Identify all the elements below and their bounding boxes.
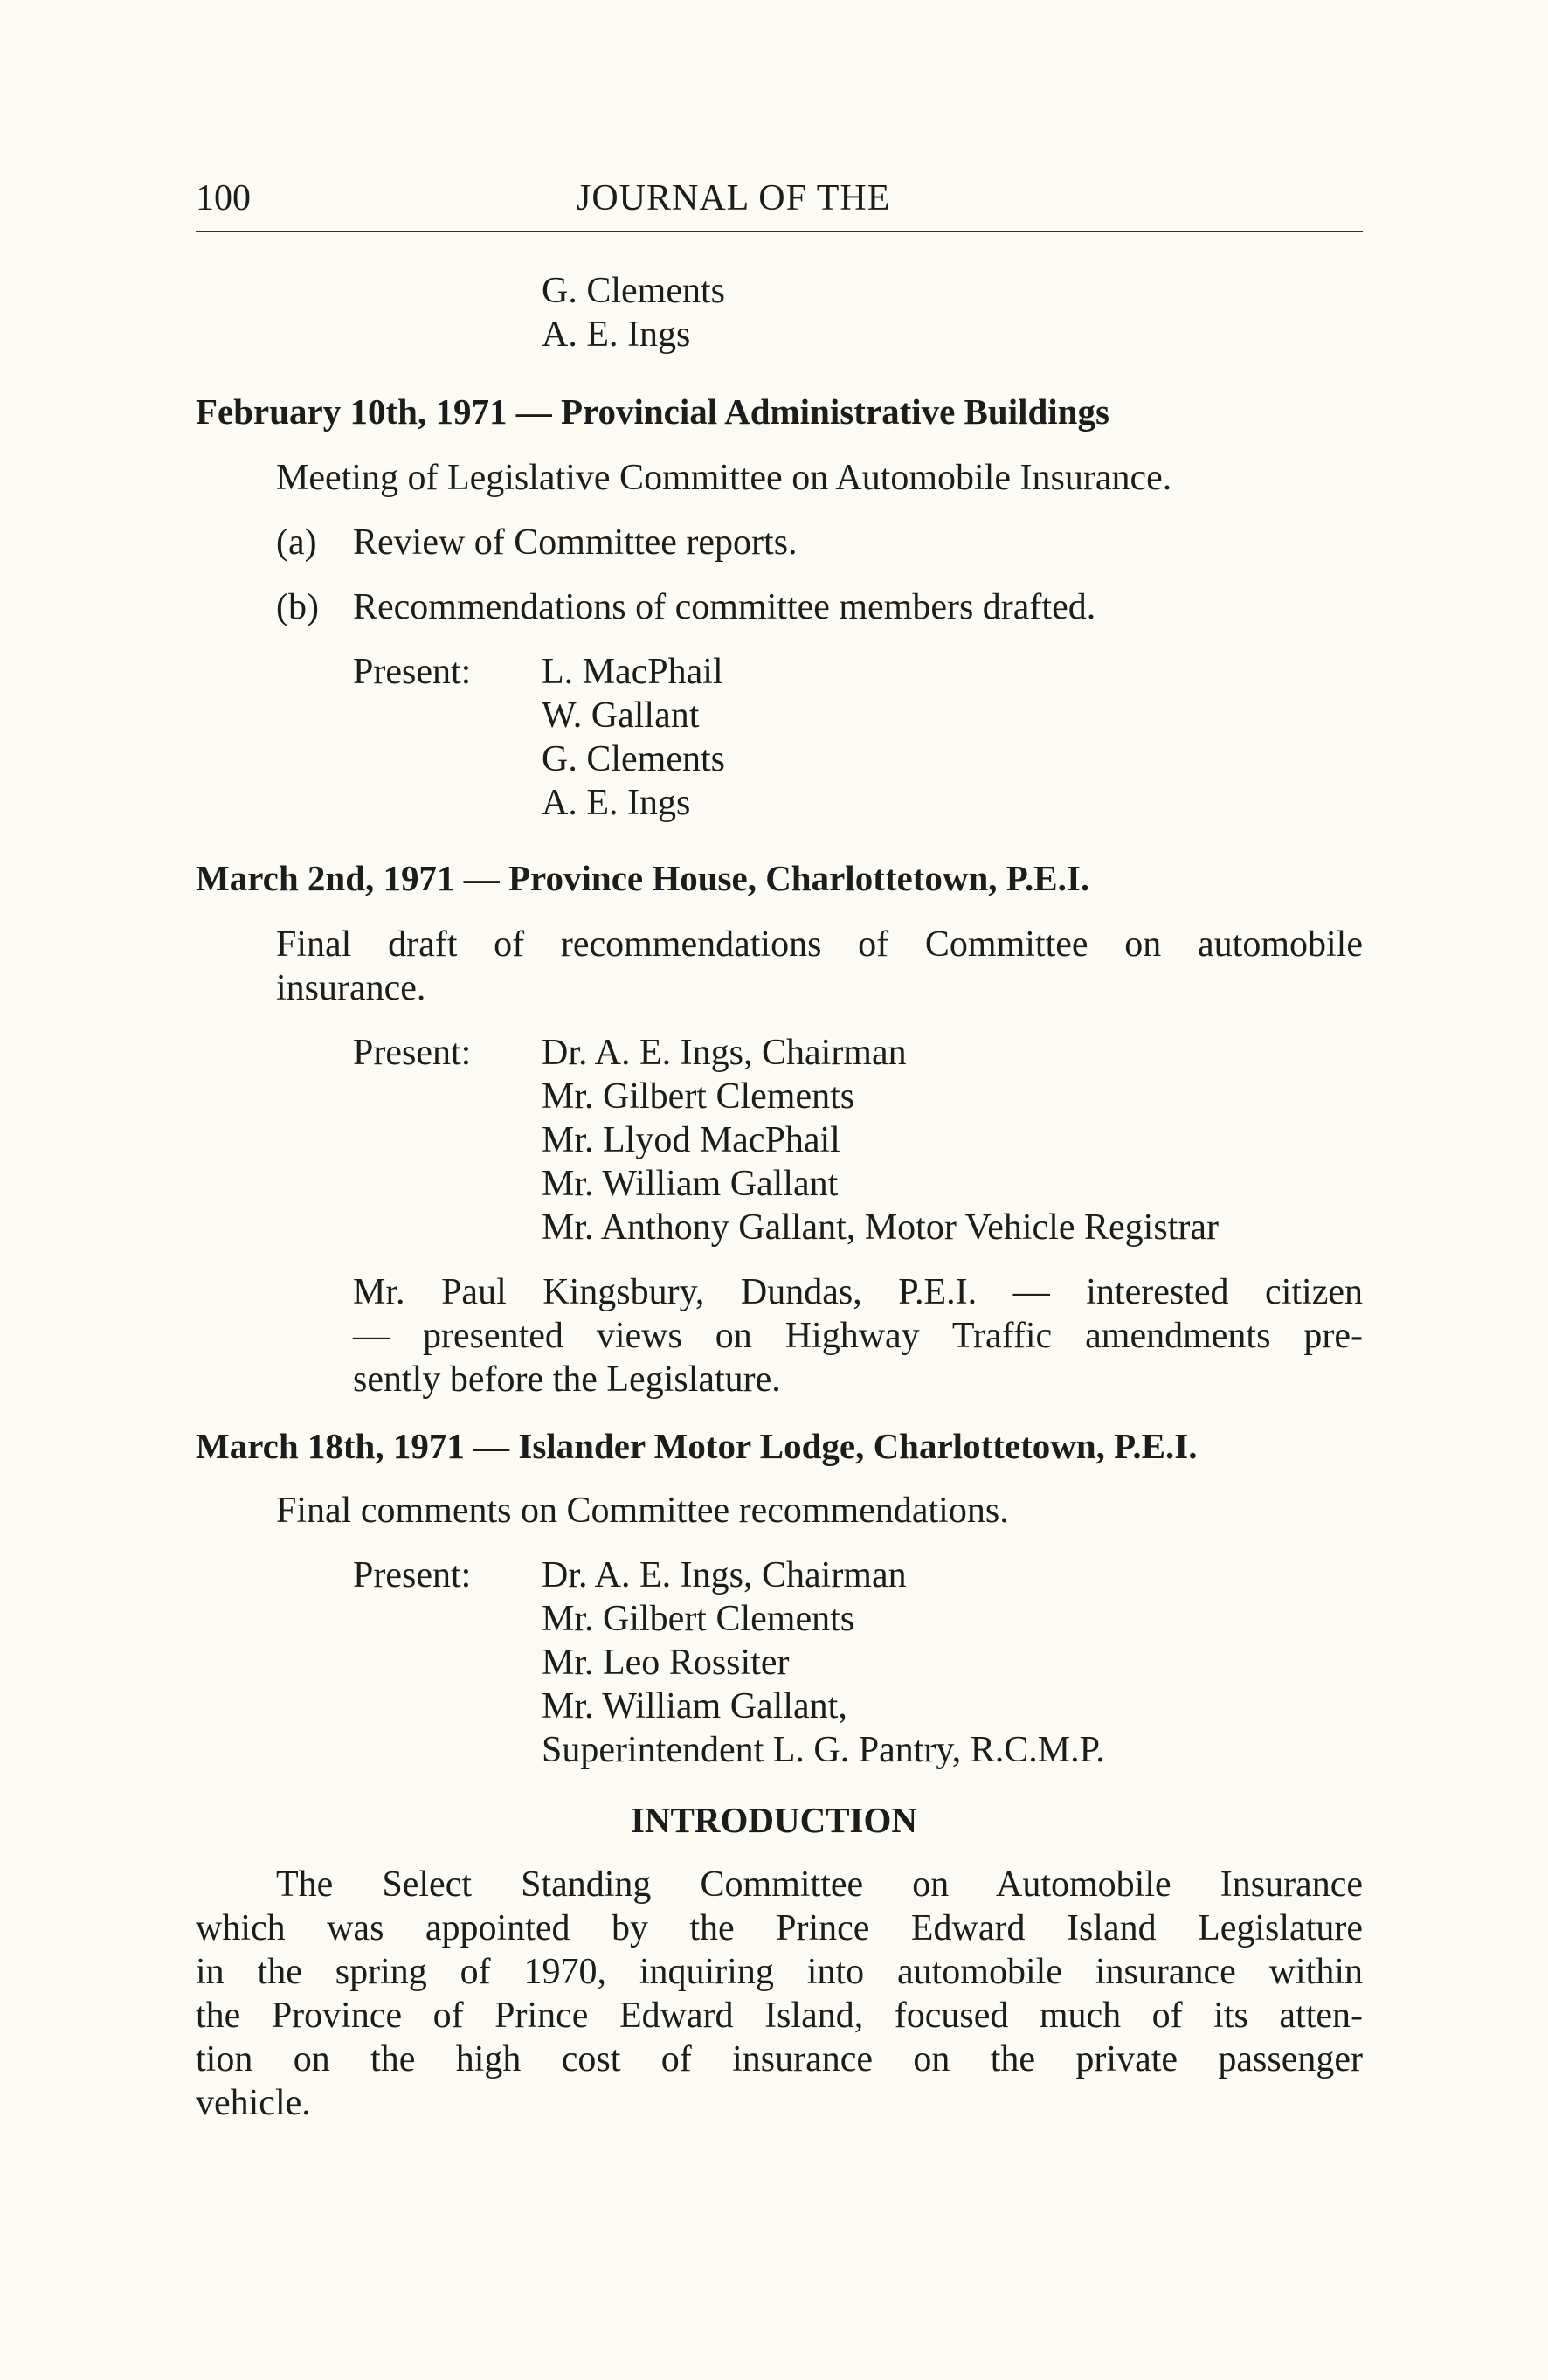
item-label-b: (b) <box>276 587 319 627</box>
attendee: Dr. A. E. Ings, Chairman <box>542 1033 907 1073</box>
paragraph-line: in the spring of 1970, inquiring into automobile insurance within <box>196 1952 1363 1992</box>
attendee: Dr. A. E. Ings, Chairman <box>542 1555 907 1595</box>
item-label-a: (a) <box>276 522 317 563</box>
item-text-a: Review of Committee reports. <box>353 522 798 563</box>
present-list <box>542 1031 1219 1249</box>
present-list <box>542 1553 1105 1772</box>
running-title: JOURNAL OF THE <box>577 178 891 218</box>
note-line: Mr. Paul Kingsbury, Dundas, P.E.I. — interested citizen <box>353 1272 1363 1312</box>
section-description: Final comments on Committee recommendations. <box>276 1491 1009 1531</box>
introduction-title: INTRODUCTION <box>630 1800 918 1840</box>
attendee: Mr. William Gallant, <box>542 1686 847 1726</box>
attendee: Mr. Llyod MacPhail <box>542 1120 840 1160</box>
continued-names-list <box>542 269 725 356</box>
present-label: Present: <box>353 652 472 692</box>
attendee: Mr. William Gallant <box>542 1164 839 1204</box>
continued-name: A. E. Ings <box>542 315 691 355</box>
attendee: Superintendent L. G. Pantry, R.C.M.P. <box>542 1730 1105 1770</box>
section-description: Meeting of Legislative Committee on Automobile Insurance. <box>276 458 1172 498</box>
note-line: sently before the Legislature. <box>353 1360 781 1400</box>
present-list <box>542 650 725 825</box>
attendee: Mr. Gilbert Clements <box>542 1599 855 1639</box>
note-line: — presented views on Highway Traffic amendments pre- <box>353 1316 1363 1356</box>
attendee: Mr. Leo Rossiter <box>542 1643 790 1683</box>
paragraph-line: the Province of Prince Edward Island, focused much of its atten- <box>196 1996 1363 2036</box>
attendee: W. Gallant <box>542 695 700 736</box>
section-heading-feb-10: February 10th, 1971 — Provincial Administrative Buildings <box>196 391 1109 432</box>
section-heading-mar-2: March 2nd, 1971 — Province House, Charlottetown, P.E.I. <box>196 858 1090 898</box>
section-heading-mar-18: March 18th, 1971 — Islander Motor Lodge, Charlottetown, P.E.I. <box>196 1426 1198 1466</box>
present-label: Present: <box>353 1555 472 1595</box>
continued-name: G. Clements <box>542 271 725 311</box>
paragraph-line: tion on the high cost of insurance on the private passenger <box>196 2039 1363 2079</box>
paragraph-line: vehicle. <box>196 2083 311 2123</box>
paragraph-line: which was appointed by the Prince Edward Island Legislature <box>196 1908 1363 1948</box>
paragraph-line: The Select Standing Committee on Automobile Insurance <box>276 1865 1363 1905</box>
present-label: Present: <box>353 1033 472 1073</box>
attendee: Mr. Gilbert Clements <box>542 1076 855 1117</box>
section-description-line: insurance. <box>276 968 426 1008</box>
attendee: L. MacPhail <box>542 652 723 692</box>
attendee: Mr. Anthony Gallant, Motor Vehicle Registrar <box>542 1207 1219 1248</box>
item-text-b: Recommendations of committee members drafted. <box>353 587 1096 627</box>
attendee: G. Clements <box>542 739 725 779</box>
page-number: 100 <box>196 178 251 218</box>
section-description-line: Final draft of recommendations of Committee on automobile <box>276 924 1363 965</box>
header-rule <box>196 231 1363 232</box>
attendee: A. E. Ings <box>542 783 691 823</box>
